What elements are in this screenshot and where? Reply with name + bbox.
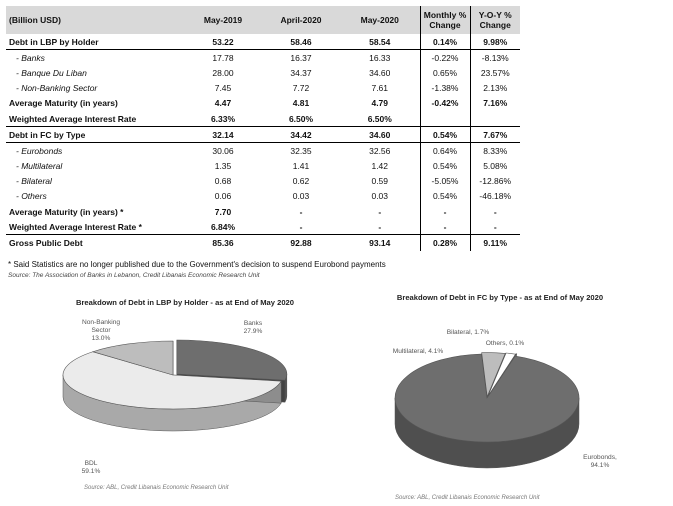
table-cell: 7.45	[214, 83, 232, 94]
table-cell: -1.38%	[420, 81, 470, 96]
table-cell: 0.03	[340, 189, 420, 204]
table-cell: 92.88	[262, 235, 340, 251]
table-cell: -	[493, 206, 497, 217]
table-cell: 7.61	[340, 81, 420, 96]
row-label: - Eurobonds	[16, 145, 63, 156]
header-april-2020: April-2020	[262, 6, 340, 34]
table-cell: 17.78	[212, 52, 234, 63]
table-cell: -	[299, 206, 303, 217]
table-cell: 32.14	[184, 127, 262, 143]
table-cell: 6.50%	[262, 111, 340, 127]
table-cell: 23.57%	[480, 67, 510, 78]
table-cell: 34.37	[290, 67, 312, 78]
table-cell: 0.54%	[420, 189, 470, 204]
table-cell: -	[299, 221, 303, 232]
pie-chart-lbp	[63, 319, 287, 475]
row-label: Debt in LBP by Holder	[6, 34, 184, 50]
table-cell: 34.60	[340, 65, 420, 80]
row-label: Average Maturity (in years)	[9, 98, 118, 109]
fc-label-3: Others, 0.1%	[485, 340, 525, 347]
table-cell: 32.56	[340, 143, 420, 159]
table-cell: 0.68	[214, 176, 232, 187]
table-cell: 16.37	[290, 52, 312, 63]
table-cell: 30.06	[212, 145, 234, 156]
table-cell: -	[420, 219, 470, 235]
table-cell: 6.50%	[340, 111, 420, 127]
table-cell: 58.54	[340, 34, 420, 50]
header-unit: (Billion USD)	[6, 6, 184, 34]
fc-label-1: Multilateral, 4.1%	[392, 348, 444, 355]
table-cell: -	[493, 221, 497, 232]
chart-title-lbp: Breakdown of Debt in LBP by Holder - as at End of May 2020	[75, 298, 295, 307]
table-cell: 5.08%	[483, 161, 508, 172]
header-yoy-change: Y-O-Y % Change	[470, 6, 520, 34]
table-cell: -8.13%	[481, 52, 509, 63]
table-cell: 7.70	[214, 206, 232, 217]
table-cell: -0.22%	[420, 50, 470, 66]
chart-title-fc: Breakdown of Debt in FC by Type - as at End of May 2020	[396, 293, 604, 302]
footnote: * Said Statistics are no longer published due to the Government's decision to suspend Eurobond payments	[8, 260, 386, 269]
table-cell: -	[340, 204, 420, 219]
table-cell: 2.13%	[483, 83, 508, 94]
row-label: - Non-Banking Sector	[16, 83, 98, 94]
row-label: - Banks	[16, 52, 45, 63]
table-cell: 34.42	[262, 127, 340, 143]
lbp-label-0: Banks 27.9%	[243, 320, 263, 335]
table-cell: 0.54%	[420, 159, 470, 174]
row-label: Gross Public Debt	[6, 235, 184, 251]
row-label: - Bilateral	[16, 176, 52, 187]
table-cell: 0.62	[292, 176, 310, 187]
table-cell: 0.03	[292, 191, 310, 202]
table-cell: 0.14%	[420, 34, 470, 50]
table-cell: -	[340, 219, 420, 235]
table-cell: 53.22	[184, 34, 262, 50]
lbp-label-1: BDL 59.1%	[81, 460, 101, 475]
table-cell: 4.81	[292, 98, 310, 109]
table-cell: 28.00	[212, 67, 234, 78]
table-cell: 1.42	[340, 159, 420, 174]
table-cell: 0.06	[214, 191, 232, 202]
row-label: - Banque Du Liban	[16, 67, 87, 78]
lbp-label-2: Non-Banking Sector 13.0%	[81, 319, 121, 342]
row-label: Weighted Average Interest Rate	[6, 111, 184, 127]
fc-label-2: Bilateral, 1.7%	[446, 329, 490, 336]
header-may-2020: May-2020	[340, 6, 420, 34]
table-cell: 9.98%	[470, 34, 520, 50]
chart-source-fc: Source: ABL, Credit Libanais Economic Research Unit	[395, 495, 540, 501]
table-cell: 85.36	[184, 235, 262, 251]
table-cell: 58.46	[262, 34, 340, 50]
row-label: Weighted Average Interest Rate *	[9, 221, 142, 232]
table-cell: 0.65%	[420, 65, 470, 80]
table-cell: 1.41	[292, 161, 310, 172]
table-cell: 1.35	[214, 161, 232, 172]
table-cell: -	[420, 204, 470, 219]
row-label: - Multilateral	[16, 161, 63, 172]
table-cell: 7.72	[292, 83, 310, 94]
table-cell: 93.14	[340, 235, 420, 251]
table-cell: -46.18%	[479, 191, 512, 202]
table-cell: 9.11%	[470, 235, 520, 251]
table-cell: -12.86%	[479, 176, 512, 187]
pie-chart-fc	[393, 329, 617, 469]
row-label: - Others	[16, 191, 47, 202]
table-cell: 7.16%	[483, 98, 508, 109]
table-cell: 0.64%	[420, 143, 470, 159]
source-note: Source: The Association of Banks in Lebanon, Credit Libanais Economic Research Unit	[8, 272, 260, 279]
table-cell: 4.47	[214, 98, 232, 109]
chart-source-lbp: Source: ABL, Credit Libanais Economic Research Unit	[84, 485, 229, 491]
lbp-slice-banks	[177, 340, 287, 380]
table-cell: 0.54%	[420, 127, 470, 143]
table-cell: 34.60	[340, 127, 420, 143]
table-cell: 0.28%	[420, 235, 470, 251]
table-cell: -0.42%	[420, 96, 470, 111]
table-cell: 0.59	[340, 174, 420, 189]
table-cell: 32.35	[290, 145, 312, 156]
table-cell: 8.33%	[483, 145, 508, 156]
row-label: Average Maturity (in years) *	[9, 206, 124, 217]
header-monthly-change: Monthly % Change	[420, 6, 470, 34]
table-cell: 6.84%	[210, 221, 236, 232]
table-cell: -5.05%	[420, 174, 470, 189]
row-label: Debt in FC by Type	[6, 127, 184, 143]
table-cell: 6.33%	[184, 111, 262, 127]
table-cell: 4.79	[340, 96, 420, 111]
fc-label-0: Eurobonds, 94.1%	[583, 454, 617, 469]
table-cell: 16.33	[340, 50, 420, 66]
table-cell: 7.67%	[470, 127, 520, 143]
header-may-2019: May-2019	[184, 6, 262, 34]
